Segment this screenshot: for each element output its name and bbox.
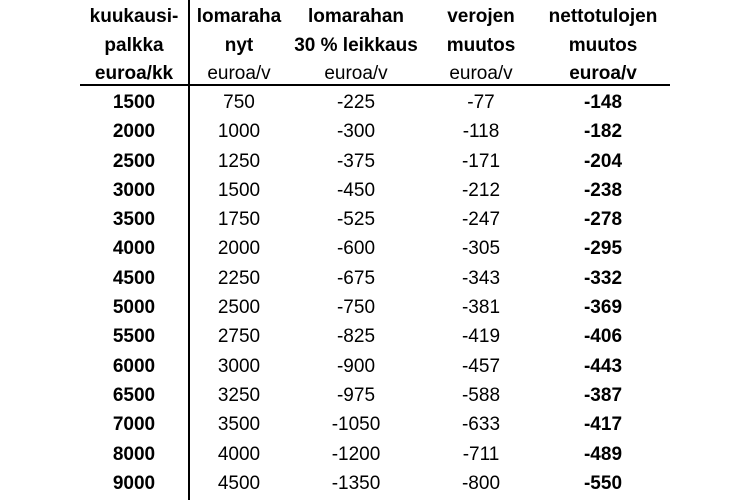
cell-tax-change: -633 <box>461 414 501 436</box>
cell-tax-change: -588 <box>461 384 501 406</box>
cell-monthly-salary: 5500 <box>112 326 156 348</box>
cell-holiday-pay: 1000 <box>217 121 261 143</box>
cell-monthly-salary: 2500 <box>112 150 156 172</box>
cell-net-change: -489 <box>583 443 623 465</box>
cell-monthly-salary: 8000 <box>112 443 156 465</box>
cell-cut: -975 <box>336 384 376 406</box>
header-col1-line2: nyt <box>224 35 254 56</box>
cell-cut: -1050 <box>331 414 381 436</box>
header-col0-line2: palkka <box>104 35 164 56</box>
header-col4-line2: muutos <box>568 35 638 56</box>
table-row <box>80 88 670 117</box>
cell-net-change: -369 <box>583 297 623 319</box>
cell-tax-change: -247 <box>461 209 501 231</box>
table-row <box>80 176 670 205</box>
cell-cut: -900 <box>336 355 376 377</box>
cell-cut: -825 <box>336 326 376 348</box>
cell-holiday-pay: 1250 <box>217 150 261 172</box>
cell-net-change: -550 <box>583 472 623 494</box>
header-col1-unit: euroa/v <box>207 63 271 84</box>
cell-cut: -1350 <box>331 472 381 494</box>
cell-net-change: -148 <box>583 92 623 113</box>
data-table <box>80 0 670 500</box>
cell-tax-change: -381 <box>461 297 501 319</box>
cell-holiday-pay: 2500 <box>217 297 261 319</box>
cell-monthly-salary: 1500 <box>112 92 156 113</box>
cell-holiday-pay: 4500 <box>217 472 261 494</box>
cell-holiday-pay: 2000 <box>217 238 261 260</box>
cell-net-change: -332 <box>583 267 623 289</box>
header-col4-line1: nettotulojen <box>548 6 658 27</box>
cell-holiday-pay: 4000 <box>217 443 261 465</box>
cell-monthly-salary: 2000 <box>112 121 156 143</box>
table-row <box>80 322 670 351</box>
cell-holiday-pay: 3250 <box>217 384 261 406</box>
cell-monthly-salary: 3500 <box>112 209 156 231</box>
cell-monthly-salary: 4500 <box>112 267 156 289</box>
header-col3-line2: muutos <box>446 35 516 56</box>
cell-cut: -450 <box>336 179 376 201</box>
cell-tax-change: -800 <box>461 472 501 494</box>
cell-net-change: -182 <box>583 121 623 143</box>
header-col2-line1: lomarahan <box>307 6 405 27</box>
cell-net-change: -278 <box>583 209 623 231</box>
table-row <box>80 469 670 498</box>
cell-monthly-salary: 4000 <box>112 238 156 260</box>
cell-net-change: -238 <box>583 179 623 201</box>
cell-net-change: -443 <box>583 355 623 377</box>
cell-holiday-pay: 1750 <box>217 209 261 231</box>
table-row <box>80 117 670 146</box>
cell-holiday-pay: 750 <box>223 92 255 113</box>
table-row <box>80 147 670 176</box>
cell-monthly-salary: 3000 <box>112 179 156 201</box>
header-col2-line2: 30 % leikkaus <box>294 35 418 56</box>
table-row <box>80 234 670 263</box>
table-row <box>80 293 670 322</box>
cell-cut: -375 <box>336 150 376 172</box>
cell-tax-change: -711 <box>462 443 500 465</box>
cell-monthly-salary: 6500 <box>112 384 156 406</box>
cell-cut: -300 <box>336 121 376 143</box>
table-row <box>80 440 670 469</box>
cell-holiday-pay: 2250 <box>217 267 261 289</box>
cell-tax-change: -212 <box>461 179 501 201</box>
cell-cut: -675 <box>336 267 376 289</box>
table-row <box>80 410 670 439</box>
cell-cut: -1200 <box>331 443 381 465</box>
table-row <box>80 264 670 293</box>
cell-net-change: -295 <box>583 238 623 260</box>
cell-tax-change: -118 <box>462 121 500 143</box>
cell-tax-change: -343 <box>461 267 501 289</box>
cell-cut: -750 <box>336 297 376 319</box>
header-col3-unit: euroa/v <box>449 63 513 84</box>
table-row <box>80 205 670 234</box>
cell-net-change: -406 <box>583 326 623 348</box>
cell-cut: -525 <box>336 209 376 231</box>
cell-holiday-pay: 1500 <box>217 179 261 201</box>
header-col0-line3: euroa/kk <box>94 63 174 84</box>
cell-tax-change: -419 <box>461 326 501 348</box>
header-col0-line1: kuukausi- <box>89 6 179 27</box>
cell-holiday-pay: 2750 <box>217 326 261 348</box>
cell-net-change: -417 <box>583 414 623 436</box>
header-col4-unit: euroa/v <box>569 63 637 84</box>
cell-tax-change: -305 <box>461 238 501 260</box>
header-col2-unit: euroa/v <box>324 63 388 84</box>
table-row <box>80 352 670 381</box>
cell-cut: -225 <box>336 92 376 113</box>
header-col1-line1: lomaraha <box>196 6 282 27</box>
cell-cut: -600 <box>336 238 376 260</box>
cell-monthly-salary: 9000 <box>112 472 156 494</box>
cell-holiday-pay: 3500 <box>217 414 261 436</box>
table-row <box>80 381 670 410</box>
cell-holiday-pay: 3000 <box>217 355 261 377</box>
cell-tax-change: -457 <box>461 355 501 377</box>
cell-net-change: -387 <box>583 384 623 406</box>
cell-net-change: -204 <box>583 150 623 172</box>
cell-tax-change: -171 <box>461 150 501 172</box>
table-body <box>80 88 670 498</box>
cell-tax-change: -77 <box>467 92 495 113</box>
cell-monthly-salary: 7000 <box>112 414 156 436</box>
cell-monthly-salary: 6000 <box>112 355 156 377</box>
cell-monthly-salary: 5000 <box>112 297 156 319</box>
header-col3-line1: verojen <box>447 6 515 27</box>
